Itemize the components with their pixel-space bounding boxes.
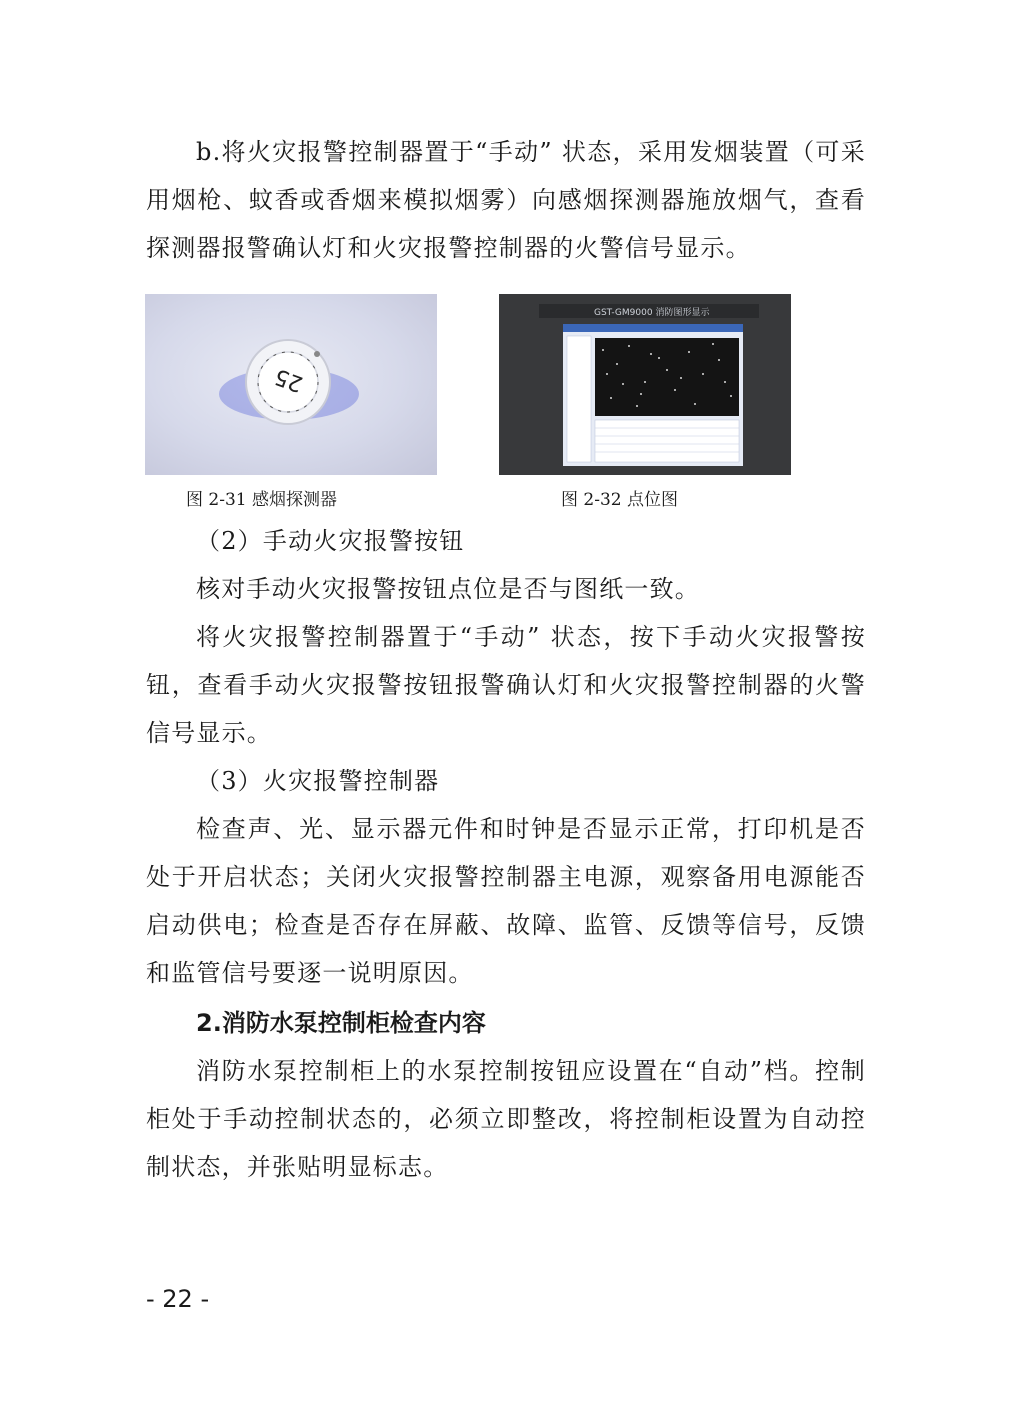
figure-point-map-photo bbox=[499, 294, 791, 475]
paragraph-smoke-test: b.将火灾报警控制器置于“手动” 状态，采用发烟装置（可采用烟枪、蚊香或香烟来模拟烟雾）向感烟探测器施放烟气，查看探测器报警确认灯和火灾报警控制器的火警信号显示。 bbox=[146, 138, 866, 262]
paragraph-fire-pump-cabinet: 消防水泵控制柜上的水泵控制按钮应设置在“自动”档。控制柜处于手动控制状态的，必须立即整改，将控制柜设置为自动控制状态，并张贴明显标志。 bbox=[146, 1057, 866, 1181]
figure-smoke-detector-photo bbox=[145, 294, 437, 475]
monitor-image bbox=[499, 294, 791, 475]
page-number: - 22 - bbox=[146, 1285, 210, 1313]
heading-fire-pump-cabinet: 2.消防水泵控制柜检查内容 bbox=[196, 1009, 486, 1037]
caption-smoke-detector: 图 2-31 感烟探测器 bbox=[186, 490, 337, 510]
detector-marking: 25 bbox=[271, 363, 307, 397]
section-title-alarm-controller: （3）火灾报警控制器 bbox=[196, 767, 440, 795]
caption-point-map: 图 2-32 点位图 bbox=[561, 490, 678, 510]
paragraph-manual-button-test: 将火灾报警控制器置于“手动” 状态，按下手动火灾报警按钮，查看手动火灾报警按钮报警确认灯和火灾报警控制器的火警信号显示。 bbox=[146, 623, 866, 747]
monitor-header: GST-GM9000 消防图形显示 bbox=[594, 308, 710, 318]
smoke-detector-image bbox=[145, 294, 437, 475]
section-title-manual-alarm-button: （2）手动火灾报警按钮 bbox=[196, 527, 465, 555]
paragraph-check-button-position: 核对手动火灾报警按钮点位是否与图纸一致。 bbox=[196, 575, 700, 603]
paragraph-controller-check: 检查声、光、显示器元件和时钟是否显示正常，打印机是否处于开启状态；关闭火灾报警控制器主电源，观察备用电源能否启动供电；检查是否存在屏蔽、故障、监管、反馈等信号，反馈和监管信号要逐一说明原因。 bbox=[146, 815, 866, 987]
